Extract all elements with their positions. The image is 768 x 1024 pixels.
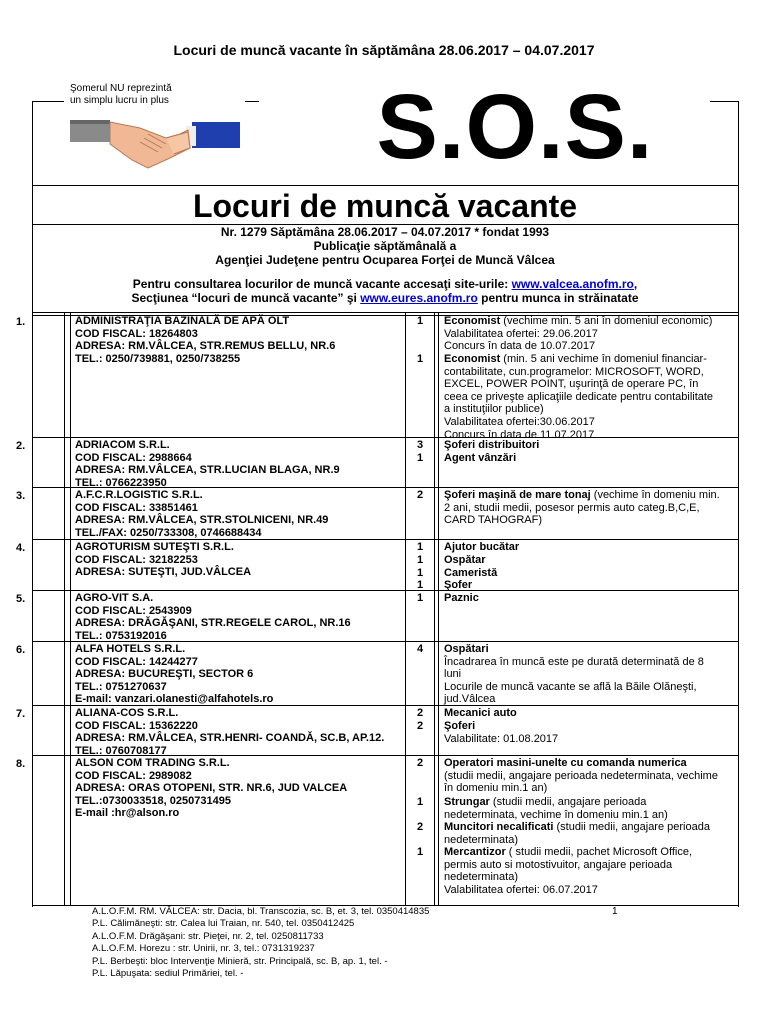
- employer-info: [75, 592, 405, 642]
- footer-line: A.L.O.F.M. RM. VÂLCEA: str. Dacia, bl. Transcozia, sc. B, et. 3, tel. 0350414835: [92, 906, 430, 917]
- employer-address: ADRESA: ORAS OTOPENI, STR. NR.6, JUD VALCEA: [75, 782, 348, 795]
- job-detail: permis auto si motostivuitor, angajare perioada: [444, 858, 673, 871]
- job-title: Paznic: [444, 592, 479, 604]
- employer-email: E-mail: vanzari.olanesti@alfahotels.ro: [75, 693, 274, 706]
- job-detail: (studii medii, angajare perioada: [553, 821, 710, 833]
- footer-line: A.L.O.F.M. Drăgăşani: str. Pieţei, nr. 2, tel. 0250811733: [92, 930, 324, 942]
- job-title: Şoferi distribuitori: [444, 439, 540, 451]
- job-entry: [444, 439, 740, 452]
- job-count: 1: [416, 315, 424, 327]
- publication-line: Publicaţie săptămânală a: [313, 239, 457, 253]
- job-count: 2: [416, 757, 424, 769]
- job-detail: ceea ce priveşte aplicaţiile dedicate pentru contabilitate: [444, 390, 714, 403]
- job-title: Ospătari: [444, 643, 489, 655]
- footer-line: A.L.O.F.M. Horezu : str. Unirii, nr. 3, tel.: 0731319237: [92, 943, 315, 955]
- job-entry: [444, 707, 740, 720]
- footer-line: P.L. Călimăneşti: str. Calea lui Traian, nr. 540, tel. 0350412425: [92, 918, 355, 930]
- job-title: Şoferi: [444, 720, 476, 732]
- job-entry: [444, 541, 740, 554]
- employer-fiscal-code: COD FISCAL: 2989082: [75, 769, 192, 782]
- slogan: [70, 83, 230, 107]
- employer-fiscal-code: COD FISCAL: 18264803: [75, 327, 198, 340]
- job-count: 1: [416, 579, 424, 591]
- job-entry: [444, 757, 740, 795]
- job-entry: [444, 796, 740, 821]
- employer-fiscal-code: COD FISCAL: 2988664: [75, 451, 192, 464]
- job-entry: [444, 643, 740, 706]
- employer-name: ALSON COM TRADING S.R.L.: [75, 757, 230, 769]
- sos-logo: S.O.S.: [376, 76, 654, 178]
- job-detail: 2 ani, studii medii, posesor permis auto categ.B,C,E,: [444, 501, 700, 514]
- job-count: 1: [416, 554, 424, 566]
- employer-fiscal-code: COD FISCAL: 14244277: [75, 655, 198, 668]
- employer-phone: TEL.:0730033518, 0250731495: [75, 794, 231, 807]
- job-count: 1: [416, 592, 424, 604]
- employer-address: ADRESA: BUCUREŞTI, SECTOR 6: [75, 668, 254, 681]
- employer-info: [75, 489, 405, 539]
- job-detail: EXCEL, POWER POINT, uşurinţă de operare PC, în: [444, 378, 699, 391]
- row-number: 1.: [16, 316, 26, 328]
- employer-name: ADRIACOM S.R.L.: [75, 439, 170, 451]
- job-count: 1: [416, 567, 424, 579]
- section-line: [32, 291, 738, 305]
- job-detail: ( studii medii, pachet Microsoft Office,: [505, 846, 693, 858]
- job-detail: Valabilitatea ofertei: 29.06.2017: [444, 327, 598, 340]
- employer-fiscal-code: COD FISCAL: 2543909: [75, 604, 192, 617]
- employer-phone: TEL.: 0760708177: [75, 744, 167, 757]
- employer-fiscal-code: COD FISCAL: 32182253: [75, 553, 198, 566]
- job-entry: [444, 720, 740, 745]
- main-title: Locuri de muncă vacante: [192, 188, 578, 224]
- job-count: 2: [416, 720, 424, 732]
- section-prefix: Secţiunea “locuri de muncă vacante” şi: [131, 291, 361, 305]
- job-entry: [444, 592, 740, 605]
- employer-name: AGRO-VIT S.A.: [75, 592, 154, 604]
- employer-address: ADRESA: RM.VÂLCEA, STR.STOLNICENI, NR.49: [75, 514, 329, 527]
- job-entry: [444, 315, 740, 353]
- employer-info: [75, 315, 405, 365]
- job-count: 1: [416, 541, 424, 553]
- job-count: 2: [416, 707, 424, 719]
- job-detail: nedeterminata, vechime în domeniu min.1 an): [444, 808, 668, 821]
- job-detail: (studii medii, angajare perioada nedeterminata, vechime: [444, 769, 718, 782]
- job-title: Şofer: [444, 579, 473, 591]
- job-count: 2: [416, 821, 424, 833]
- job-count: 3: [416, 439, 424, 451]
- employer-address: ADRESA: DRĂGĂŞANI, STR.REGELE CAROL, NR.16: [75, 617, 351, 630]
- job-count: 4: [416, 643, 424, 655]
- employer-phone: TEL./FAX: 0250/733308, 0746688434: [75, 526, 262, 539]
- job-detail: (vechime min. 5 ani în domeniul economic): [500, 315, 713, 327]
- employer-info: [75, 439, 405, 489]
- job-entry: [444, 821, 740, 846]
- job-detail: Concurs în data de 11.07.2017: [444, 428, 595, 441]
- slogan-line-1: Şomerul NU reprezintă: [70, 83, 172, 94]
- job-detail: a instituţiilor publice): [444, 403, 544, 416]
- job-detail: luni: [444, 668, 462, 681]
- row-number: 3.: [16, 490, 26, 502]
- employer-name: ADMINISTRAŢIA BAZINALĂ DE APĂ OLT: [75, 315, 290, 327]
- consult-prefix: Pentru consultarea locurilor de muncă vacante accesaţi site-urile:: [132, 277, 512, 291]
- row-number: 7.: [16, 708, 26, 720]
- job-detail: CARD TAHOGRAF): [444, 514, 542, 527]
- employer-address: ADRESA: RM.VÂLCEA, STR.HENRI- COANDĂ, SC.B, AP.12.: [75, 732, 385, 745]
- employer-phone: TEL.: 0751270637: [75, 680, 167, 693]
- page-number: 1: [612, 906, 618, 917]
- job-detail: Valabilitatea ofertei: 06.07.2017: [444, 883, 598, 896]
- job-title: Strungar: [444, 796, 490, 808]
- employer-phone: TEL.: 0766223950: [75, 476, 167, 489]
- job-title: Muncitori necalificati: [444, 821, 554, 833]
- employer-fiscal-code: COD FISCAL: 33851461: [75, 501, 198, 514]
- employer-info: [75, 541, 405, 579]
- job-title: Cameristă: [444, 567, 498, 579]
- job-count: 2: [416, 489, 424, 501]
- job-title: Operatori masini-unelte cu comanda numerica: [444, 757, 687, 769]
- job-count: 1: [416, 846, 424, 858]
- job-title: Economist: [444, 353, 501, 365]
- publication-info: [32, 225, 738, 305]
- job-detail: jud.Vâlcea: [444, 693, 496, 706]
- job-detail: (vechime în domeniu min.: [590, 489, 720, 501]
- job-detail: Încadrarea în muncă este pe durată determinată de 8: [444, 655, 704, 668]
- job-entry: [444, 846, 740, 896]
- job-detail: contabilitate, cun.programelor: MICROSOFT, WORD,: [444, 365, 704, 378]
- job-detail: (studii medii, angajare perioada: [489, 796, 647, 808]
- job-entry: [444, 452, 740, 465]
- job-entry: [444, 567, 740, 580]
- job-title: Mercantizor: [444, 846, 506, 858]
- footer-offices: [92, 906, 652, 980]
- employer-address: ADRESA: SUTEŞTI, JUD.VÂLCEA: [75, 566, 252, 579]
- consult-suffix: ,: [633, 277, 638, 291]
- employer-phone: TEL.: 0250/739881, 0250/738255: [75, 352, 241, 365]
- employer-info: [75, 757, 405, 820]
- job-title: Economist: [444, 315, 501, 327]
- row-number: 4.: [16, 542, 26, 554]
- job-detail: Locurile de muncă vacante se află la Băile Olăneşti,: [444, 680, 697, 693]
- footer-line: P.L. Lăpuşata: sediul Primăriei, tel. -: [92, 968, 244, 980]
- handshake-icon: [70, 112, 240, 174]
- job-entry: [444, 554, 740, 567]
- consult-line: [32, 277, 738, 291]
- row-number: 8.: [16, 758, 26, 770]
- job-count: 1: [416, 796, 424, 808]
- employer-name: A.F.C.R.LOGISTIC S.R.L.: [75, 489, 203, 501]
- job-detail: Valabilitatea ofertei:30.06.2017: [444, 415, 595, 428]
- job-entry: [444, 579, 740, 592]
- employer-info: [75, 707, 405, 757]
- employer-name: AGROTURISM SUTEŞTI S.R.L.: [75, 541, 234, 553]
- employer-info: [75, 643, 405, 706]
- job-detail: (min. 5 ani vechime în domeniul financiar-: [500, 353, 707, 365]
- job-title: Şoferi maşină de mare tonaj: [444, 489, 591, 501]
- site-link-valcea[interactable]: www.valcea.anofm.ro: [511, 277, 634, 291]
- job-detail: nedeterminata): [444, 871, 518, 884]
- job-detail: în domeniu min.1 an): [444, 782, 548, 795]
- footer-line: P.L. Berbeşti: bloc Intervenţie Minieră, str. Principală, sc. B, ap. 1, tel. -: [92, 955, 388, 967]
- job-detail: nedeterminata): [444, 833, 518, 846]
- job-title: Ospătar: [444, 554, 486, 566]
- issue-line: Nr. 1279 Săptămâna 28.06.2017 – 04.07.2017 * fondat 1993: [220, 225, 550, 239]
- job-entry: [444, 489, 740, 527]
- row-number: 2.: [16, 440, 26, 452]
- job-count: 1: [416, 452, 424, 464]
- job-count: 1: [416, 353, 424, 365]
- employer-email: E-mail :hr@alson.ro: [75, 807, 180, 820]
- site-link-eures[interactable]: www.eures.anofm.ro: [360, 291, 478, 305]
- job-detail: Valabilitate: 01.08.2017: [444, 732, 559, 745]
- employer-phone: TEL.: 0753192016: [75, 629, 167, 642]
- employer-fiscal-code: COD FISCAL: 15362220: [75, 719, 198, 732]
- job-title: Agent vânzări: [444, 452, 517, 464]
- job-title: Ajutor bucătar: [444, 541, 520, 553]
- job-title: Mecanici auto: [444, 707, 517, 719]
- employer-name: ALFA HOTELS S.R.L.: [75, 643, 186, 655]
- employer-address: ADRESA: RM.VÂLCEA, STR.LUCIAN BLAGA, NR.9: [75, 464, 340, 477]
- employer-name: ALIANA-COS S.R.L.: [75, 707, 179, 719]
- section-suffix: pentru munca in străinatate: [477, 291, 639, 305]
- job-detail: Concurs în data de 10.07.2017: [444, 340, 596, 353]
- row-number: 5.: [16, 593, 26, 605]
- agency-line: Agenţiei Judeţene pentru Ocuparea Forţei de Muncă Vâlcea: [215, 253, 555, 267]
- employer-address: ADRESA: RM.VÂLCEA, STR.REMUS BELLU, NR.6: [75, 340, 336, 353]
- job-entry: [444, 353, 740, 441]
- page-header-title: Locuri de muncă vacante în săptămâna 28.06.2017 – 04.07.2017: [173, 42, 595, 58]
- slogan-line-2: un simplu lucru in plus: [70, 95, 169, 106]
- row-number: 6.: [16, 644, 26, 656]
